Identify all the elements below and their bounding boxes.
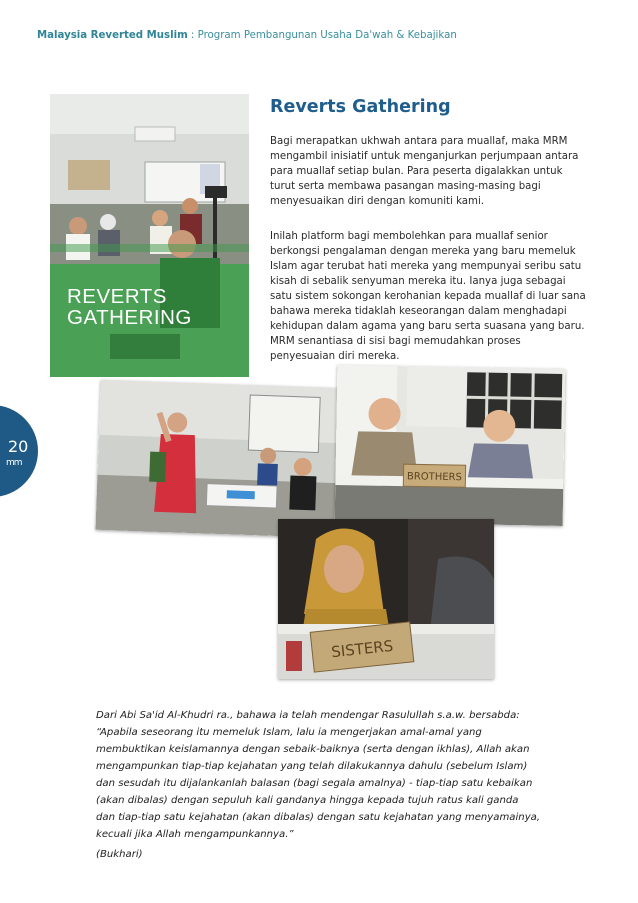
- brothers-photo-illustration: [335, 365, 566, 526]
- sisters-table-photo: [278, 519, 494, 679]
- brothers-sign: BROTHERS: [406, 471, 462, 484]
- header-brand: Malaysia Reverted Muslim: [37, 30, 188, 41]
- gathering-photo-waving: [95, 380, 342, 538]
- header-separator: :: [187, 30, 198, 41]
- quote-line: “Apabila seseorang itu memeluk Islam, lalu ia mengerjakan amal-amal yang: [96, 727, 482, 738]
- quote-line: dan tiap-tiap satu kejahatan (akan dibalas) dengan satu kejahatan yang menyamainya,: [96, 812, 541, 823]
- overlay-line-2: GATHERING: [67, 306, 192, 329]
- waving-photo-illustration: [95, 380, 342, 538]
- article-title: Reverts Gathering: [270, 97, 451, 117]
- reverts-gathering-main-photo: [50, 94, 249, 377]
- page-number: 20: [8, 437, 29, 456]
- brothers-table-photo: [335, 365, 566, 526]
- quote-line: dan sesudah itu dijalankanlah balasan (bagi segala amalnya) - tiap-tiap satu kebaikan: [96, 778, 533, 789]
- header-subtitle: Program Pembangunan Usaha Da'wah & Kebajikan: [197, 30, 457, 41]
- quote-source: (Bukhari): [96, 849, 143, 860]
- sisters-photo-illustration: [278, 519, 494, 679]
- quote-line: mengampunkan tiap-tiap kejahatan yang telah dilakukannya dahulu (sebelum Islam): [96, 761, 528, 772]
- quote-line: membuktikan keislamannya dengan sebaik-baiknya (serta dengan ikhlas), Allah akan: [96, 744, 530, 755]
- quote-line: kecuali jika Allah mengampunkannya.”: [96, 829, 294, 840]
- article-paragraph-1: Bagi merapatkan ukhwah antara para muallaf, maka MRM mengambil inisiatif untuk menganjurkan perjumpaan antara para muallaf setiap bulan. Para peserta digalakkan untuk turut serta membawa pasangan masing-masing bagi menyesuaikan diri dengan komuniti kami.: [270, 136, 579, 207]
- article-paragraph-2: Inilah platform bagi membolehkan para muallaf senior berkongsi pengalaman dengan mereka yang baru memeluk Islam agar terubat hati mereka yang mempunyai seribu satu kisah di sebalik senyuman mereka itu. Ianya juga sebagai satu sistem sokongan kerohanian kepada muallaf di luar sana bahawa mereka tidaklah keseorangan dalam menghadapi kehidupan dalam agama yang baru serta suasana yang baru. MRM senantiasa di sisi bagi memudahkan proses penyesuaian diri mereka.: [270, 231, 586, 362]
- page-header: [37, 30, 457, 41]
- quote-line: Dari Abi Sa'id Al-Khudri ra., bahawa ia telah mendengar Rasulullah s.a.w. bersabda:: [96, 710, 520, 721]
- sisters-sign: SISTERS: [330, 636, 395, 662]
- main-photo-illustration: [50, 94, 249, 377]
- overlay-line-1: REVERTS: [67, 285, 167, 308]
- quote-line: (akan dibalas) dengan sepuluh kali gandanya hingga kepada tujuh ratus kali ganda: [96, 795, 519, 806]
- hadith-quote: [96, 707, 566, 843]
- photo-overlay-title: [67, 286, 192, 328]
- mrm-logo-mark: mm: [6, 458, 22, 468]
